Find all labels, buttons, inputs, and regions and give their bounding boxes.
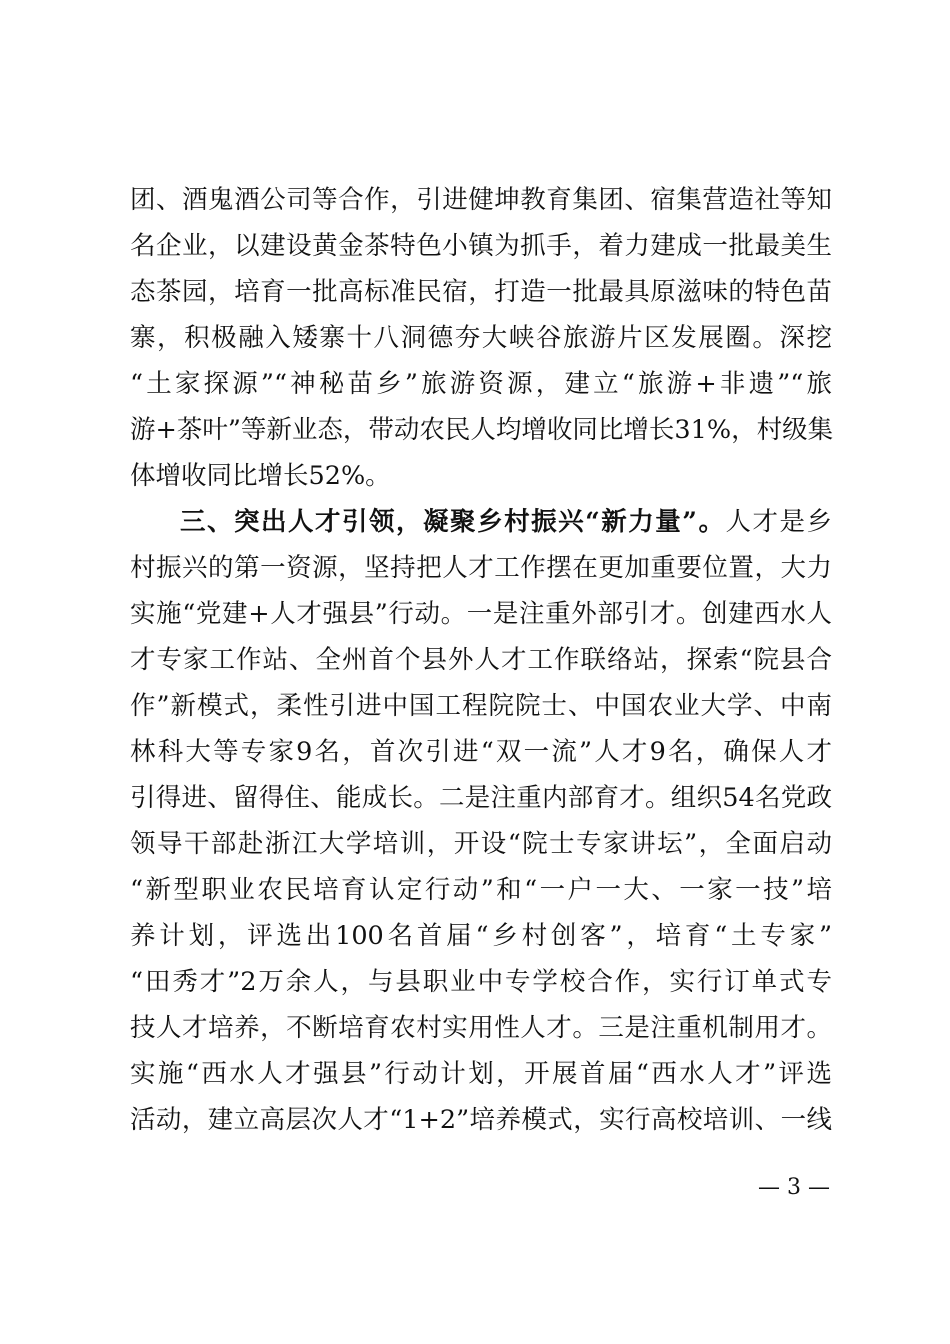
paragraph-2-line-4: 才专家工作站、全州首个县外人才工作联络站，探索“院县合 [130, 645, 832, 675]
paragraph-2-line-2: 村振兴的第一资源，坚持把人才工作摆在更加重要位置，大力 [130, 553, 832, 583]
paragraph-2-line-5: 作”新模式，柔性引进中国工程院院士、中国农业大学、中南 [130, 691, 832, 721]
section-heading: 三、突出人才引领，凝聚乡村振兴“新力量”。 [180, 507, 726, 537]
paragraph-1-line-4: 寨，积极融入矮寨十八洞德夯大峡谷旅游片区发展圈。深挖 [130, 323, 832, 353]
page-number: — 3 — [758, 1175, 830, 1200]
paragraph-2-line-12: 技人才培养，不断培育农村实用性人才。三是注重机制用才。 [130, 1013, 832, 1043]
paragraph-1-line-6: 游+茶叶”等新业态，带动农民人均增收同比增长31%，村级集 [130, 415, 834, 445]
paragraph-2-line-6: 林科大等专家9名，首次引进“双一流”人才9名，确保人才 [130, 737, 832, 767]
paragraph-2-line-1-text: 人才是乡 [725, 507, 832, 537]
paragraph-2-line-9: “新型职业农民培育认定行动”和“一户一大、一家一技”培 [130, 875, 832, 905]
paragraph-2-line-1 [180, 506, 832, 538]
paragraph-2-line-3: 实施“党建+人才强县”行动。一是注重外部引才。创建西水人 [130, 599, 832, 629]
paragraph-1-line-3: 态茶园，培育一批高标准民宿，打造一批最具原滋味的特色苗 [130, 277, 832, 307]
paragraph-1-line-5: “土家探源”“神秘苗乡”旅游资源，建立“旅游+非遗”“旅 [130, 369, 832, 399]
paragraph-2-line-7: 引得进、留得住、能成长。二是注重内部育才。组织54名党政 [130, 783, 832, 813]
paragraph-2-line-13: 实施“西水人才强县”行动计划，开展首届“西水人才”评选 [130, 1059, 832, 1089]
paragraph-2-line-11: “田秀才”2万余人，与县职业中专学校合作，实行订单式专 [130, 967, 832, 997]
paragraph-2-line-14: 活动，建立高层次人才“1+2”培养模式，实行高校培训、一线 [130, 1105, 832, 1135]
paragraph-1-line-1: 团、酒鬼酒公司等合作，引进健坤教育集团、宿集营造社等知 [130, 185, 832, 215]
paragraph-1-line-2: 名企业，以建设黄金茶特色小镇为抓手，着力建成一批最美生 [130, 231, 832, 261]
paragraph-1-line-7: 体增收同比增长52%。 [130, 461, 391, 491]
paragraph-2-line-8: 领导干部赴浙江大学培训，开设“院士专家讲坛”，全面启动 [130, 829, 832, 859]
paragraph-2-line-10: 养计划，评选出100名首届“乡村创客”，培育“土专家” [130, 921, 832, 951]
